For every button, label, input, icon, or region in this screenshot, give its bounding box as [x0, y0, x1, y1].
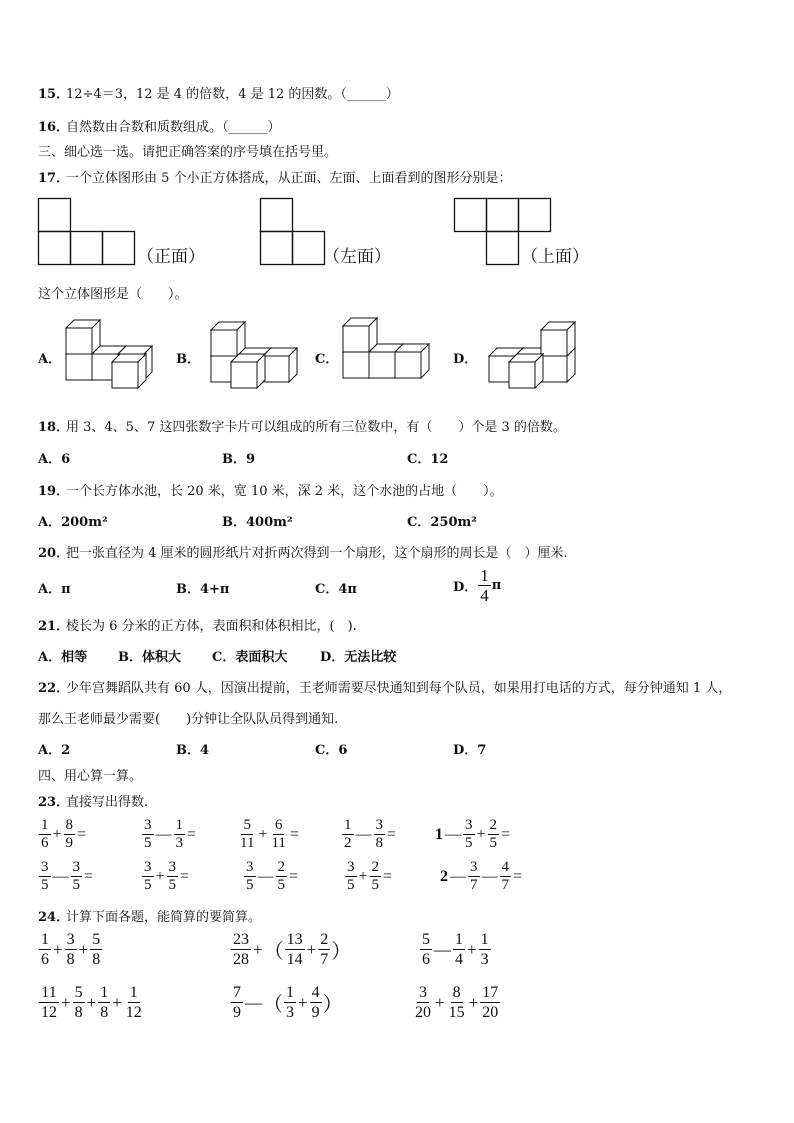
fraction: $\frac{1}{6}$ — [41, 931, 49, 968]
q24-expr-5: $\frac{7}{9}$ — （ $\frac{1}{3}$ + $\frac{4}{9}$ ） — [233, 984, 343, 1021]
q21-option-c[interactable]: C．表面积大 — [212, 650, 288, 665]
fraction: $\frac{7}{9}$ — [233, 984, 241, 1021]
left-view-label: （左面） — [323, 247, 391, 267]
fraction: $\frac{3}{5}$ — [347, 859, 355, 893]
q24-expr-1: $\frac{1}{6}$ + $\frac{3}{8}$ + $\frac{5}{8}$ — [41, 931, 101, 968]
q16-text: 自然数由合数和质数组成。（______） — [66, 120, 281, 135]
section-3-heading: 三、细心选一选。请把正确答案的序号填在括号里。 — [38, 145, 338, 160]
fraction: $\frac{8}{9}$ — [65, 817, 74, 851]
fraction: $\frac{6}{11}$ — [271, 817, 286, 851]
q17-option-a[interactable]: A． — [38, 352, 62, 367]
q17-text: 一个立体图形由 5 个小正方体搭成，从正面、左面、上面看到的图形分别是： — [66, 171, 512, 186]
fraction: $\frac{3}{5}$ — [72, 859, 80, 893]
q24-expr-2: $\frac{23}{28}$ + （ $\frac{13}{14}$ + $\frac{2}{7}$ ） — [233, 931, 352, 968]
q20-number: 20． — [38, 546, 70, 561]
q22-option-b[interactable]: B．4 — [176, 743, 210, 758]
cube — [541, 322, 575, 356]
fraction: $\frac{3}{20}$ — [415, 984, 431, 1021]
fraction: $\frac{13}{14}$ — [286, 931, 303, 968]
q24-expr-6: $\frac{3}{20}$ + $\frac{8}{15}$ + $\frac{17}{20}$ — [415, 984, 499, 1021]
fraction: $\frac{5}{8}$ — [92, 931, 101, 968]
q17-option-d[interactable]: D． — [453, 352, 478, 367]
q22-text-line2: 那么王老师最少需要( )分钟让全队队员得到通知. — [38, 712, 339, 727]
q18-number: 18． — [38, 420, 70, 435]
q17-option-figures — [0, 0, 794, 420]
fraction: $\frac{23}{28}$ — [233, 931, 249, 968]
q23-expr-2: $\frac{3}{5}$ — $\frac{1}{3}$ = — [144, 817, 197, 851]
fraction: $\frac{4}{7}$ — [501, 859, 509, 893]
fraction: $\frac{2}{5}$ — [371, 859, 380, 893]
q23-number: 23． — [38, 795, 70, 810]
cube — [231, 354, 265, 388]
fraction: $\frac{3}{5}$ — [41, 859, 49, 893]
q23-expr-6: $\frac{3}{5}$ — $\frac{3}{5}$ = — [41, 859, 94, 893]
q22-text-line1: 少年宫舞蹈队共有 60 人，因演出提前，王老师需要尽快通知到每个队员，如果用打电话的方式，每分钟通知 1 人， — [66, 681, 732, 696]
q22-option-c[interactable]: C．6 — [315, 743, 348, 758]
cube — [395, 344, 429, 378]
q19-option-c[interactable]: C．250m² — [407, 515, 477, 530]
q20-text: 把一张直径为 4 厘米的圆形纸片对折两次得到一个扇形，这个扇形的周长是（ ）厘米. — [66, 546, 568, 561]
q17-option-c[interactable]: C． — [315, 352, 339, 367]
q21-text: 棱长为 6 分米的正方体，表面积和体积相比，( ). — [66, 619, 357, 634]
q18-option-a[interactable]: A．6 — [38, 452, 71, 467]
q23-expr-3: $\frac{5}{11}$ + $\frac{6}{11}$ = — [240, 817, 299, 851]
front-view-label: （正面） — [137, 247, 205, 267]
q22-option-d[interactable]: D．7 — [453, 743, 487, 758]
q24-expr-4: $\frac{11}{12}$ + $\frac{5}{8}$ + $\frac{1}{8}$ + $\frac{1}{12}$ — [41, 984, 142, 1021]
fraction: $\frac{3}{7}$ — [470, 859, 478, 893]
fraction: $\frac{1}{4}$ — [480, 566, 489, 605]
q20-option-d[interactable] — [453, 566, 501, 605]
q24-expr-3: $\frac{5}{6}$ — $\frac{1}{4}$ + $\frac{1}{3}$ — [422, 931, 489, 968]
q23-text: 直接写出得数. — [66, 795, 149, 810]
q18-option-b[interactable]: B．9 — [222, 452, 256, 467]
fraction: $\frac{1}{8}$ — [100, 984, 109, 1021]
q21-number: 21． — [38, 619, 70, 634]
q19-text: 一个长方体水池，长 20 米，宽 10 米，深 2 米，这个水池的占地（ ）。 — [66, 484, 503, 499]
q21-option-d[interactable]: D．无法比较 — [320, 650, 397, 665]
q20-option-c[interactable]: C．4π — [315, 582, 357, 597]
fraction: $\frac{3}{8}$ — [375, 817, 383, 851]
q19-option-a[interactable]: A．200m² — [38, 515, 108, 530]
q17-number: 17． — [38, 171, 70, 186]
fraction: $\frac{1}{12}$ — [125, 984, 142, 1021]
fraction: $\frac{2}{5}$ — [489, 817, 498, 851]
fraction: $\frac{11}{12}$ — [41, 984, 57, 1021]
cube — [211, 322, 245, 356]
q23-expr-4: $\frac{1}{2}$ — $\frac{3}{8}$ = — [344, 817, 397, 851]
fraction: $\frac{5}{6}$ — [422, 931, 430, 968]
cube — [263, 348, 297, 382]
fraction: $\frac{3}{5}$ — [168, 859, 177, 893]
fraction: $\frac{2}{7}$ — [320, 931, 329, 968]
fraction: $\frac{1}{3}$ — [480, 931, 489, 968]
q24-text: 计算下面各题，能简算的要简算。 — [66, 910, 262, 925]
q23-expr-5: 1 — $\frac{3}{5}$ + $\frac{2}{5}$ = — [435, 817, 511, 851]
fraction: $\frac{3}{8}$ — [66, 931, 75, 968]
cube — [112, 354, 146, 388]
cube — [66, 320, 100, 354]
q21-option-b[interactable]: B．体积大 — [118, 650, 181, 665]
q23-expr-10: 2 — $\frac{3}{7}$ — $\frac{4}{7}$ = — [440, 859, 523, 893]
fraction: $\frac{1}{3}$ — [286, 984, 294, 1021]
fraction: $\frac{3}{5}$ — [144, 859, 152, 893]
q19-option-b[interactable]: B．400m² — [222, 515, 293, 530]
q20-option-a[interactable]: A．π — [38, 582, 71, 597]
q21-option-a[interactable]: A．相等 — [38, 650, 88, 665]
q17-option-b[interactable]: B． — [176, 352, 200, 367]
q20-option-b[interactable]: B．4+π — [176, 582, 230, 597]
fraction: $\frac{1}{2}$ — [344, 817, 352, 851]
q22-option-a[interactable]: A．2 — [38, 743, 71, 758]
top-view-label: （上面） — [521, 247, 589, 267]
q24-number: 24． — [38, 910, 70, 925]
fraction: $\frac{3}{5}$ — [144, 817, 152, 851]
q20-option-d-letter: D． — [453, 580, 478, 595]
q20-option-d-pi: π — [491, 578, 502, 593]
cube — [343, 318, 377, 352]
q17-question: 这个立体图形是（ ）。 — [38, 287, 188, 302]
fraction: $\frac{5}{8}$ — [74, 984, 83, 1021]
q18-option-c[interactable]: C．12 — [407, 452, 449, 467]
fraction: $\frac{1}{6}$ — [41, 817, 49, 851]
q23-expr-8: $\frac{3}{5}$ — $\frac{2}{5}$ = — [246, 859, 299, 893]
fraction: $\frac{3}{5}$ — [246, 859, 254, 893]
section-4-heading: 四、用心算一算。 — [38, 769, 143, 784]
q22-number: 22． — [38, 681, 70, 696]
cube — [509, 354, 543, 388]
fraction: $\frac{1}{4}$ — [455, 931, 463, 968]
q16-number: 16． — [38, 120, 70, 135]
q15-number: 15． — [38, 87, 70, 102]
fraction: $\frac{5}{11}$ — [240, 817, 255, 851]
q15-text: 12÷4＝3，12 是 4 的倍数，4 是 12 的因数。（______） — [66, 87, 399, 102]
q18-text: 用 3、4、5、7 这四张数字卡片可以组成的所有三位数中，有（ ）个是 3 的倍数。 — [66, 420, 566, 435]
q23-expr-9: $\frac{3}{5}$ + $\frac{2}{5}$ = — [347, 859, 393, 893]
fraction: $\frac{4}{9}$ — [311, 984, 320, 1021]
q23-expr-1: $\frac{1}{6}$ + $\frac{8}{9}$ = — [41, 817, 87, 851]
fraction: $\frac{2}{5}$ — [277, 859, 285, 893]
q19-number: 19． — [38, 484, 70, 499]
fraction: $\frac{8}{15}$ — [448, 984, 465, 1021]
q23-expr-7: $\frac{3}{5}$ + $\frac{3}{5}$ = — [144, 859, 190, 893]
fraction: $\frac{17}{20}$ — [482, 984, 499, 1021]
fraction: $\frac{3}{5}$ — [465, 817, 473, 851]
fraction: $\frac{1}{3}$ — [175, 817, 183, 851]
